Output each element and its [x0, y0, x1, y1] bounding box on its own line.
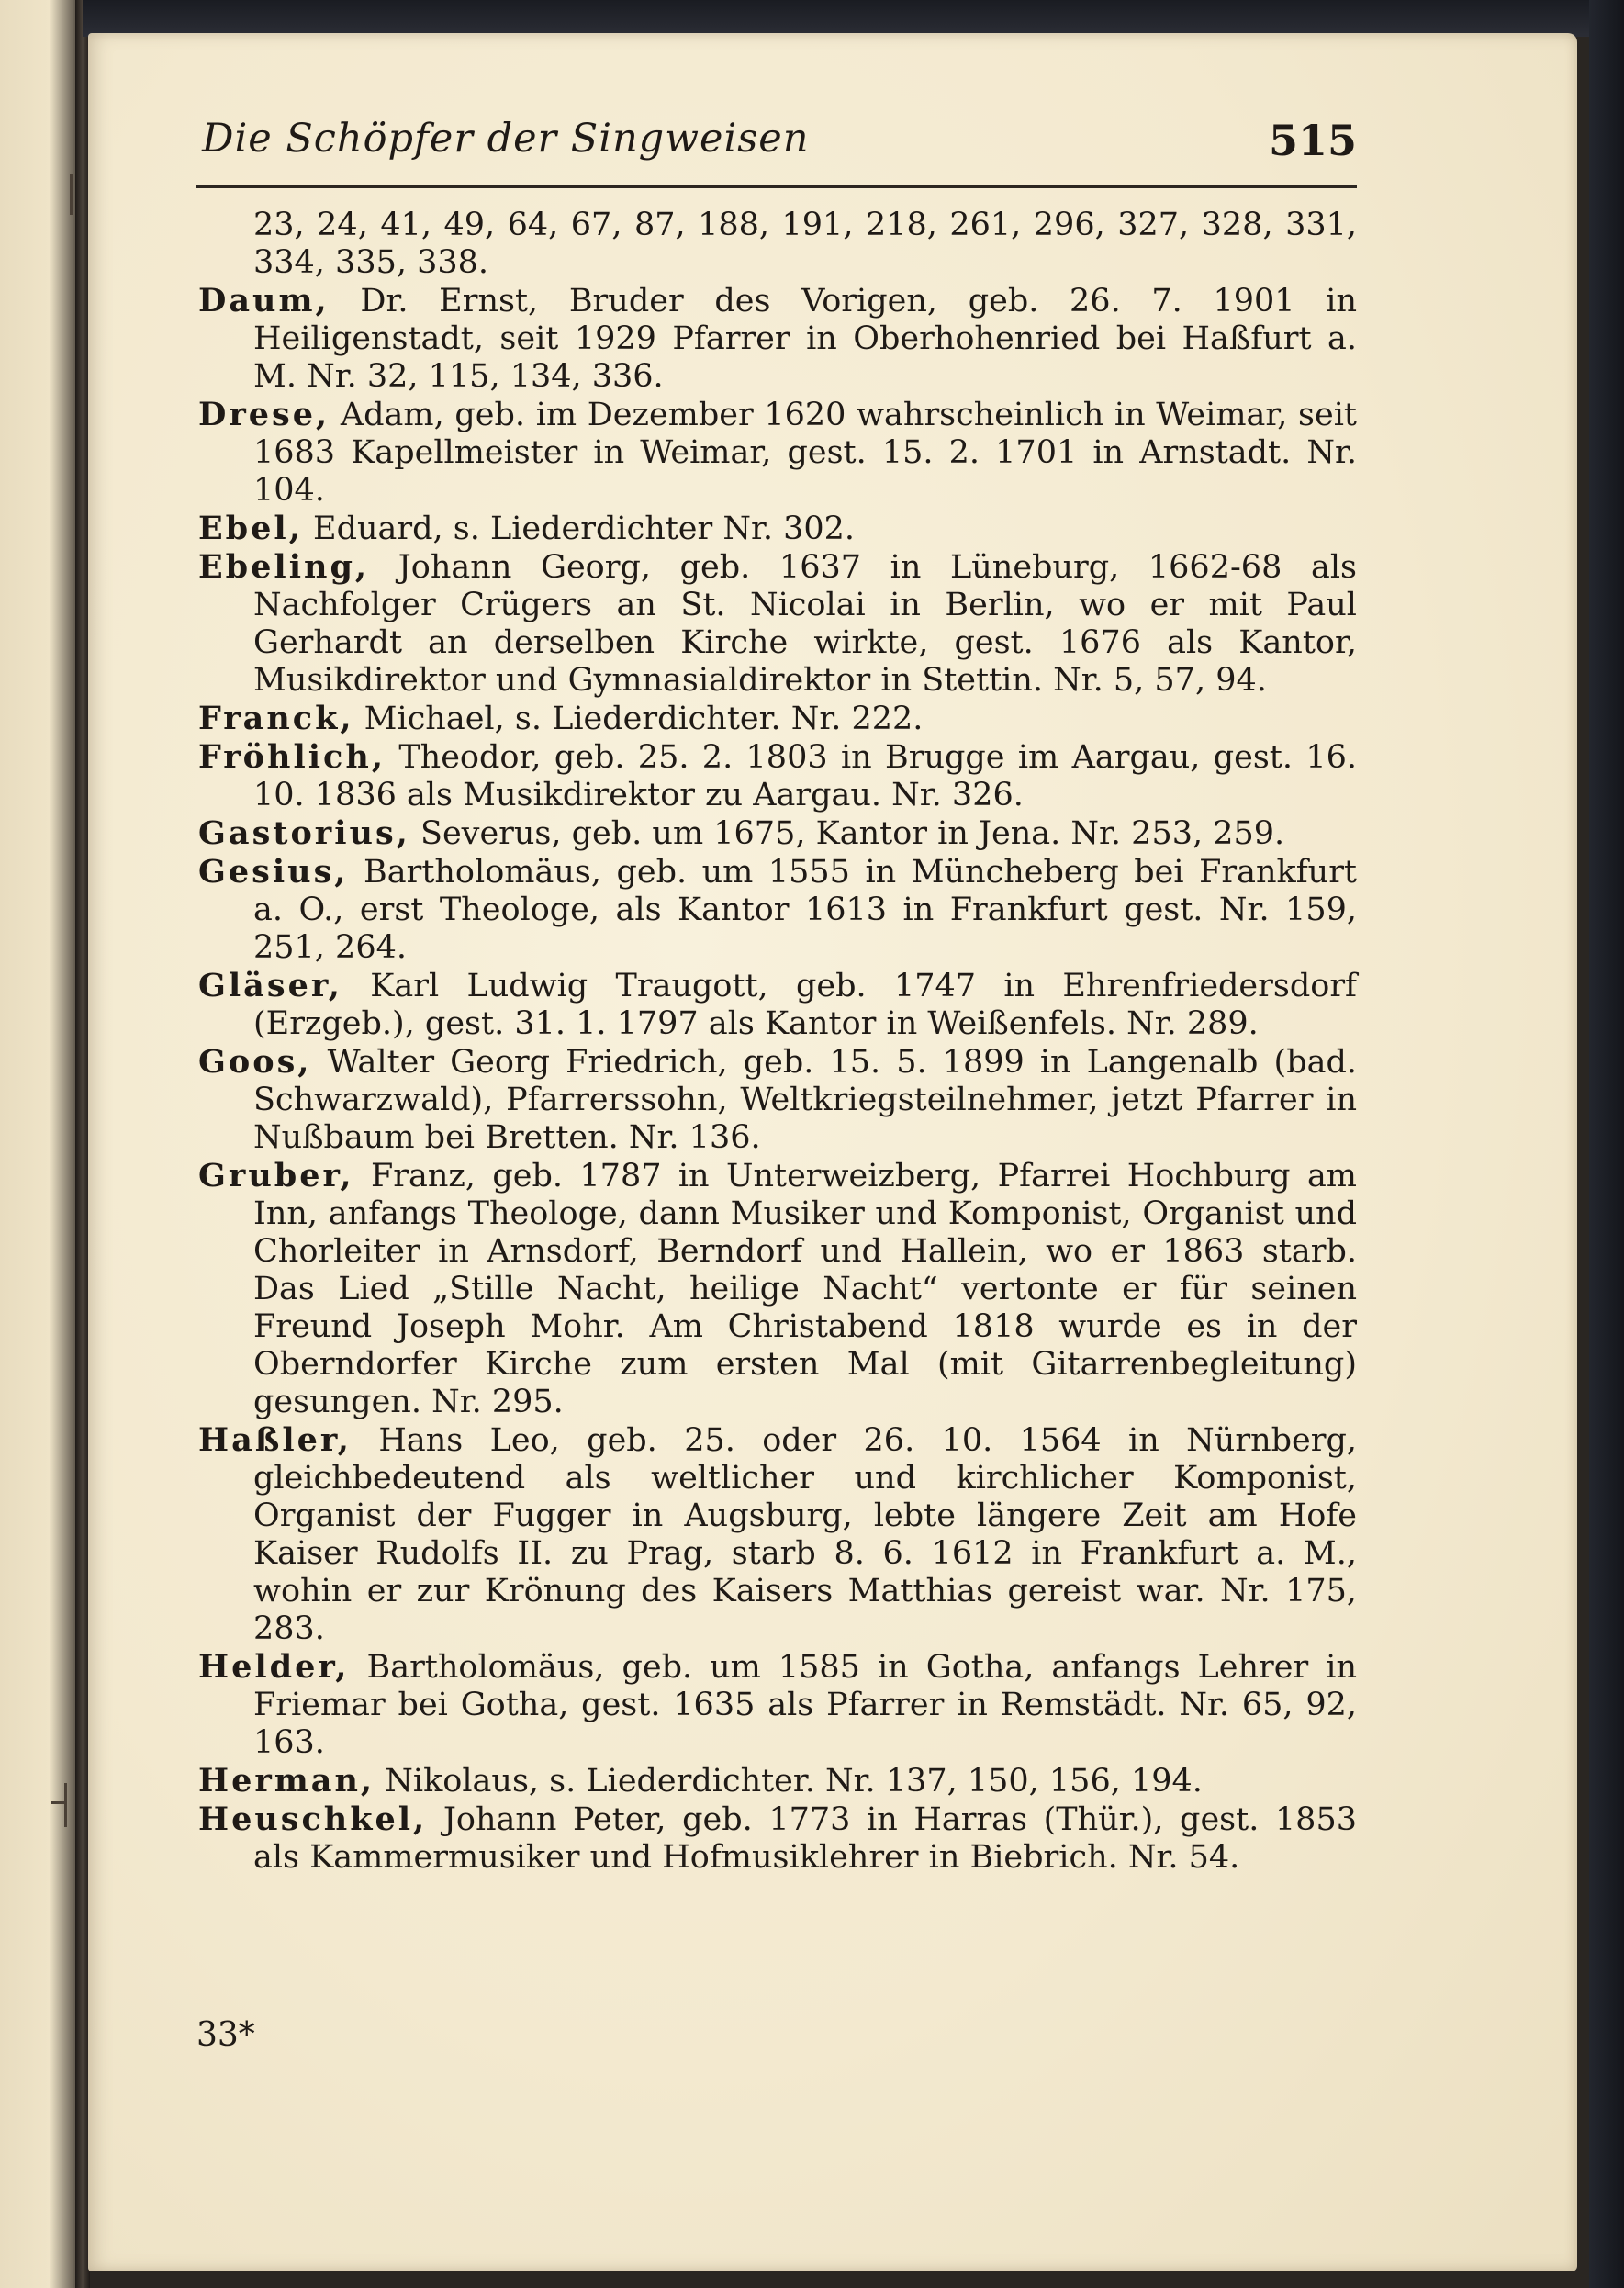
entry-text: Johann Georg, geb. 1637 in Lüneburg, 1662-68 als Nachfolger Crügers an St. Nicolai in Berlin, wo er mit Paul Gerhardt an derselben Kirche wirkte, gest. 1676 als Kantor, Musikdirektor und Gymnasialdirektor in Stettin. Nr. 5, 57, 94. — [253, 549, 1357, 699]
page-mark — [51, 1801, 64, 1804]
book-binding-right — [1589, 0, 1624, 2288]
entry-text: Bartholomäus, geb. um 1555 in Müncheberg bei Frankfurt a. O., erst Theologe, als Kantor 1613 in Frankfurt gest. Nr. 159, 251, 264. — [253, 854, 1357, 966]
entry — [198, 1648, 1357, 1762]
entry-name: Ebeling, — [198, 548, 370, 586]
entry-name: Drese, — [198, 396, 330, 433]
entry — [198, 548, 1357, 700]
entry-text: Dr. Ernst, Bruder des Vorigen, geb. 26. 7. 1901 in Heiligenstadt, seit 1929 Pfarrer in Oberhohenried bei Haßfurt a. M. Nr. 32, 115, 134, 336. — [253, 283, 1357, 395]
entry-name: Gesius, — [198, 853, 349, 891]
page-mark — [64, 1783, 67, 1827]
entry-continuation — [198, 207, 1357, 282]
left-page-edge — [0, 0, 83, 2288]
entry — [198, 282, 1357, 396]
entry-name: Haßler, — [198, 1421, 352, 1459]
entry-name: Gruber, — [198, 1157, 354, 1194]
entry-name: Gläser, — [198, 967, 342, 1004]
entry-text: Michael, s. Liederdichter. Nr. 222. — [353, 701, 924, 737]
entry-name: Herman, — [198, 1762, 375, 1800]
page-header — [196, 108, 1357, 188]
entry-text: Theodor, geb. 25. 2. 1803 in Brugge im Aargau, gest. 16. 10. 1836 als Musikdirektor zu Aargau. Nr. 326. — [253, 739, 1357, 813]
entry-text: Nikolaus, s. Liederdichter. Nr. 137, 150, 156, 194. — [375, 1763, 1203, 1800]
entry-name: Franck, — [198, 700, 354, 737]
entry-text: Walter Georg Friedrich, geb. 15. 5. 1899 in Langenalb (bad. Schwarzwald), Pfarrerssohn, Weltkriegsteilnehmer, jetzt Pfarrer in Nußbaum bei Bretten. Nr. 136. — [253, 1044, 1357, 1156]
entry — [198, 510, 1357, 548]
entry — [198, 1043, 1357, 1157]
entry-name: Helder, — [198, 1648, 350, 1686]
entry-text: Eduard, s. Liederdichter Nr. 302. — [302, 510, 856, 547]
entry-text: Hans Leo, geb. 25. oder 26. 10. 1564 in Nürnberg, gleichbedeutend als weltlicher und kirchlicher Komponist, Organist der Fugger in Augsburg, lebte längere Zeit am Hofe Kaiser Rudolfs II. zu Prag, starb 8. 6. 1612 in Frankfurt a. M., wohin er zur Krönung des Kaisers Matthias gereist war. Nr. 175, 283. — [253, 1422, 1357, 1647]
entry-text: Severus, geb. um 1675, Kantor in Jena. Nr. 253, 259. — [409, 815, 1285, 852]
entry — [198, 853, 1357, 967]
entry-name: Gastorius, — [198, 814, 410, 852]
entry — [198, 738, 1357, 814]
entry-name: Goos, — [198, 1043, 312, 1081]
entry-name: Fröhlich, — [198, 738, 386, 776]
entry — [198, 1421, 1357, 1648]
entry-text: 23, 24, 41, 49, 64, 67, 87, 188, 191, 218, 261, 296, 327, 328, 331, 334, 335, 338. — [253, 207, 1357, 281]
entry-text: Karl Ludwig Traugott, geb. 1747 in Ehrenfriedersdorf (Erzgeb.), gest. 31. 1. 1797 als Kantor in Weißenfels. Nr. 289. — [253, 968, 1357, 1042]
entry-name: Daum, — [198, 282, 330, 320]
entry-name: Heuschkel, — [198, 1800, 428, 1838]
entry — [198, 396, 1357, 510]
book-binding-top — [83, 0, 1624, 37]
entry-text: Franz, geb. 1787 in Unterweizberg, Pfarrei Hochburg am Inn, anfangs Theologe, dann Musiker und Komponist, Organist und Chorleiter in Arnsdorf, Berndorf und Hallein, wo er 1863 starb. Das Lied „Stille Nacht, heilige Nacht“ vertonte er für seinen Freund Joseph Mohr. Am Christabend 1818 wurde es in der Oberndorfer Kirche zum ersten Mal (mit Gitarrenbegleitung) gesungen. Nr. 295. — [253, 1158, 1357, 1420]
running-head: Die Schöpfer der Singweisen — [202, 116, 810, 162]
entry-text: Johann Peter, geb. 1773 in Harras (Thür.), gest. 1853 als Kammermusiker und Hofmusiklehrer in Biebrich. Nr. 54. — [253, 1801, 1357, 1876]
entry — [198, 967, 1357, 1043]
page-mark — [70, 174, 73, 215]
page-number: 515 — [1268, 116, 1357, 165]
entry-text: Adam, geb. im Dezember 1620 wahrscheinlich in Weimar, seit 1683 Kapellmeister in Weimar, gest. 15. 2. 1701 in Arnstadt. Nr. 104. — [253, 397, 1357, 509]
signature-mark: 33* — [196, 2016, 255, 2054]
entry-name: Ebel, — [198, 510, 303, 547]
page-content — [198, 207, 1357, 1877]
entry — [198, 814, 1357, 853]
entry — [198, 1800, 1357, 1877]
entry-text: Bartholomäus, geb. um 1585 in Gotha, anfangs Lehrer in Friemar bei Gotha, gest. 1635 als Pfarrer in Remstädt. Nr. 65, 92, 163. — [253, 1649, 1357, 1761]
entry — [198, 700, 1357, 738]
entry — [198, 1762, 1357, 1800]
entry — [198, 1157, 1357, 1421]
